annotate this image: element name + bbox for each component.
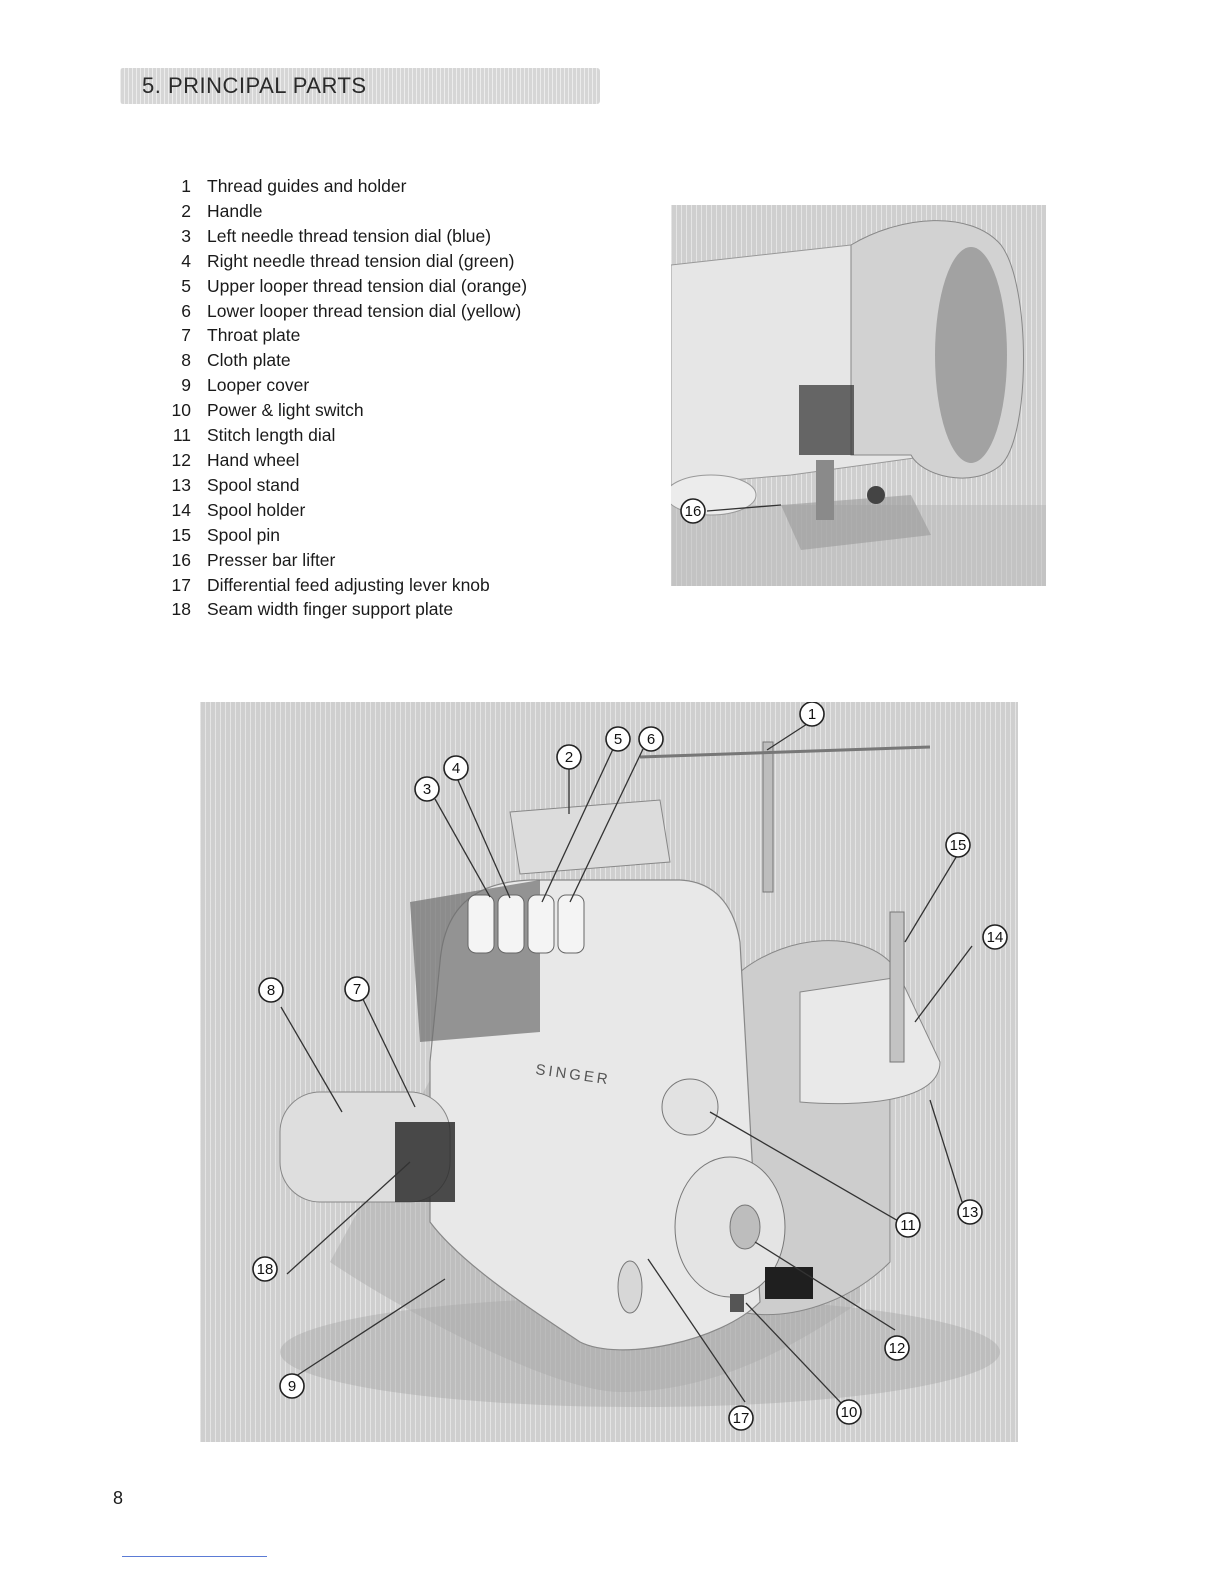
part-number: 17	[171, 574, 191, 595]
svg-text:10: 10	[840, 1404, 858, 1421]
page-number: 8	[113, 1488, 124, 1508]
part-label: Hand wheel	[207, 449, 300, 470]
parts-list	[165, 174, 527, 622]
callout-9	[280, 1374, 304, 1398]
svg-text:11: 11	[900, 1217, 916, 1234]
section-header	[120, 68, 600, 104]
list-item	[165, 249, 527, 274]
part-label: Lower looper thread tension dial (yellow)	[207, 300, 522, 321]
part-number: 15	[171, 524, 191, 545]
list-item	[165, 224, 527, 249]
svg-text:13: 13	[961, 1204, 979, 1221]
part-number: 2	[181, 200, 191, 221]
part-label: Looper cover	[207, 375, 310, 396]
svg-text:14: 14	[986, 929, 1004, 946]
footer-divider	[122, 1556, 267, 1557]
part-number: 8	[181, 350, 191, 371]
part-number: 7	[181, 325, 191, 346]
callout-6	[639, 727, 663, 751]
section-title: 5. PRINCIPAL PARTS	[142, 73, 367, 98]
part-label: Seam width finger support plate	[207, 599, 454, 620]
list-item	[165, 597, 527, 622]
list-item	[165, 323, 527, 348]
svg-text:1: 1	[807, 706, 817, 723]
part-number: 10	[171, 400, 191, 421]
part-label: Cloth plate	[207, 350, 291, 371]
part-number: 4	[181, 250, 191, 271]
part-number: 6	[181, 300, 191, 321]
list-item	[165, 498, 527, 523]
part-number: 13	[171, 474, 191, 495]
callout-18	[253, 1257, 277, 1281]
list-item	[165, 548, 527, 573]
svg-text:3: 3	[422, 781, 432, 798]
part-label: Differential feed adjusting lever knob	[207, 574, 490, 595]
machine-illustration	[200, 702, 1018, 1442]
list-item	[165, 299, 527, 324]
list-item	[165, 174, 527, 199]
svg-text:8: 8	[266, 982, 276, 999]
part-number: 16	[171, 549, 191, 570]
list-item	[165, 573, 527, 598]
callout-12	[885, 1336, 909, 1360]
svg-text:2: 2	[564, 749, 574, 766]
list-item	[165, 473, 527, 498]
svg-text:12: 12	[888, 1340, 906, 1357]
part-number: 1	[181, 176, 191, 196]
presser-bar-detail-photo	[671, 205, 1046, 586]
part-number: 18	[171, 599, 191, 620]
callout-17	[729, 1406, 753, 1430]
list-item	[165, 348, 527, 373]
part-label: Spool holder	[207, 499, 306, 520]
list-item	[165, 423, 527, 448]
callout-10	[837, 1400, 861, 1424]
callout-5	[606, 727, 630, 751]
part-label: Throat plate	[207, 325, 301, 346]
part-label: Left needle thread tension dial (blue)	[207, 225, 492, 246]
part-number: 11	[172, 425, 191, 446]
part-label: Thread guides and holder	[207, 176, 407, 196]
svg-text:15: 15	[949, 837, 967, 854]
part-label: Handle	[207, 200, 263, 221]
svg-text:16: 16	[684, 503, 702, 520]
callout-13	[958, 1200, 982, 1224]
part-number: 14	[171, 499, 191, 520]
svg-text:7: 7	[352, 981, 362, 998]
callout-3	[415, 777, 439, 801]
part-label: Upper looper thread tension dial (orange)	[207, 275, 528, 296]
part-label: Presser bar lifter	[207, 549, 336, 570]
svg-text:17: 17	[732, 1410, 750, 1427]
part-label: Right needle thread tension dial (green)	[207, 250, 515, 271]
svg-text:4: 4	[451, 760, 461, 777]
list-item	[165, 398, 527, 423]
part-label: Power & light switch	[207, 400, 364, 421]
callout-11	[896, 1213, 920, 1237]
callout-7	[345, 977, 369, 1001]
list-item	[165, 274, 527, 299]
svg-text:5: 5	[613, 731, 623, 748]
brand-label: SINGER	[534, 1061, 612, 1089]
part-label: Spool stand	[207, 474, 300, 495]
part-number: 3	[181, 225, 191, 246]
overlock-machine-photo	[200, 702, 1018, 1442]
detail-illustration	[671, 205, 1046, 586]
callout-8	[259, 978, 283, 1002]
list-item	[165, 199, 527, 224]
callout-1	[800, 702, 824, 726]
part-number: 12	[171, 449, 191, 470]
part-label: Stitch length dial	[207, 425, 336, 446]
svg-text:9: 9	[287, 1378, 297, 1395]
list-item	[165, 523, 527, 548]
callout-14	[983, 925, 1007, 949]
part-label: Spool pin	[207, 524, 280, 545]
callout-16	[681, 499, 705, 523]
list-item	[165, 373, 527, 398]
callout-2	[557, 745, 581, 769]
svg-text:18: 18	[256, 1261, 274, 1278]
part-number: 9	[181, 375, 191, 396]
callout-4	[444, 756, 468, 780]
callout-15	[946, 833, 970, 857]
part-number: 5	[181, 275, 191, 296]
list-item	[165, 448, 527, 473]
svg-text:6: 6	[646, 731, 656, 748]
